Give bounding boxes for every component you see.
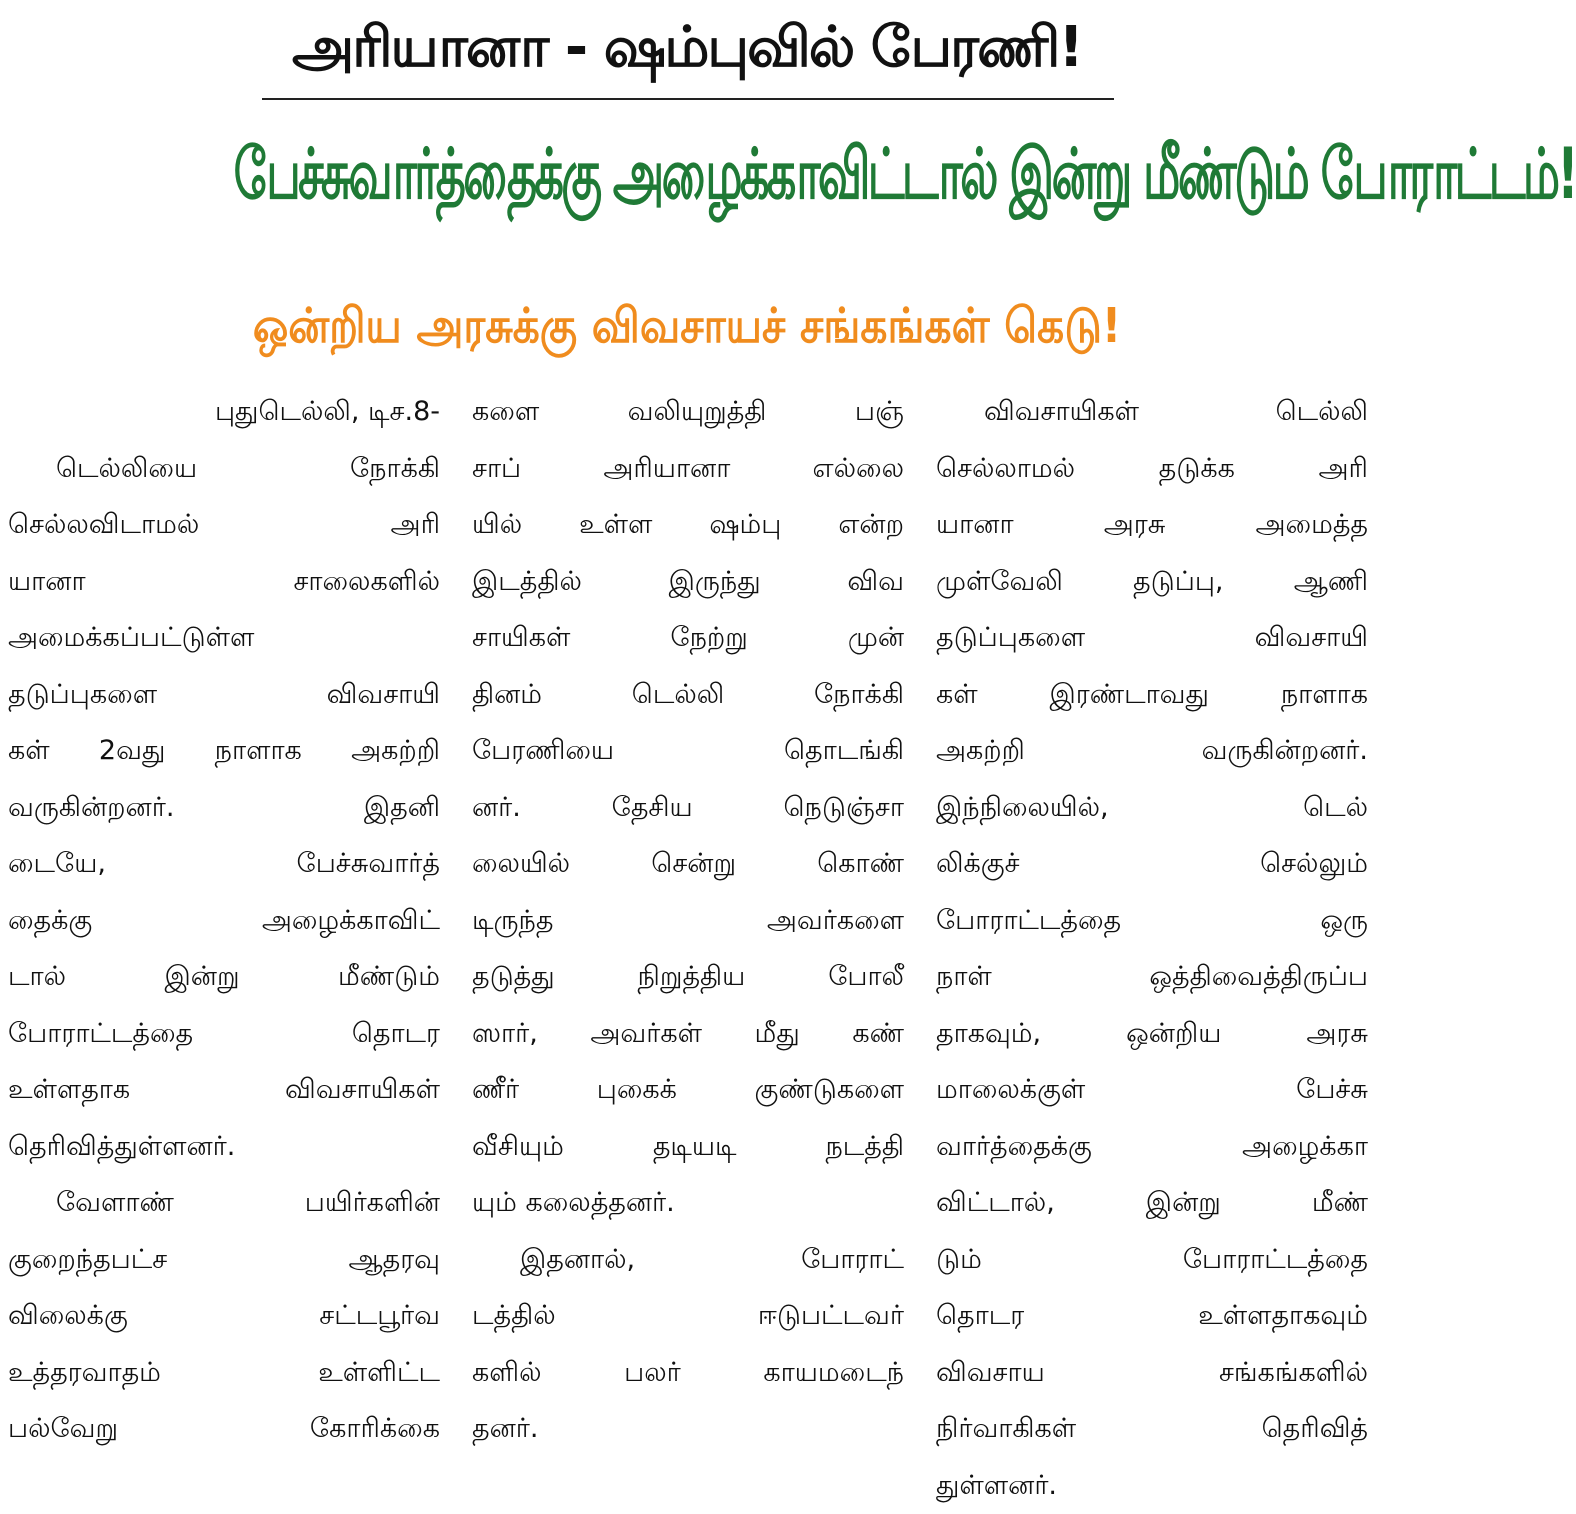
- body-line: யும் கலைத்தனர்.: [472, 1175, 904, 1232]
- body-line: தினம் டெல்லி நோக்கி: [472, 667, 904, 724]
- body-line: சாப் அரியானா எல்லை: [472, 441, 904, 498]
- body-column-1: [8, 384, 440, 1450]
- body-line: சாயிகள் நேற்று முன்: [472, 610, 904, 667]
- body-line: பேரணியை தொடங்கி: [472, 723, 904, 780]
- body-line: நாள் ஒத்திவைத்திருப்ப: [936, 949, 1368, 1006]
- body-line: உத்தரவாதம் உள்ளிட்ட: [8, 1345, 440, 1402]
- body-line: வேளாண் பயிர்களின்: [8, 1175, 440, 1232]
- body-line: இடத்தில் இருந்து விவ: [472, 554, 904, 611]
- body-line: டையே, பேச்சுவார்த்: [8, 836, 440, 893]
- body-line: டத்தில் ஈடுபட்டவர்: [472, 1288, 904, 1345]
- body-line: செல்லவிடாமல் அரி: [8, 497, 440, 554]
- body-line: விட்டால், இன்று மீண்: [936, 1175, 1368, 1232]
- body-line: தடுப்புகளை விவசாயி: [8, 667, 440, 724]
- body-line: போராட்டத்தை ஒரு: [936, 893, 1368, 950]
- body-line: இந்நிலையில், டெல்: [936, 780, 1368, 837]
- body-line: யில் உள்ள ஷம்பு என்ற: [472, 497, 904, 554]
- body-line: யானா சாலைகளில்: [8, 554, 440, 611]
- body-line: கள் இரண்டாவது நாளாக: [936, 667, 1368, 724]
- body-line: தடுப்புகளை விவசாயி: [936, 610, 1368, 667]
- body-line: களில் பலர் காயமடைந்: [472, 1345, 904, 1402]
- body-line: பல்வேறு கோரிக்கை: [8, 1401, 440, 1458]
- body-line: டும் போராட்டத்தை: [936, 1232, 1368, 1289]
- body-line: தொடர உள்ளதாகவும்: [936, 1288, 1368, 1345]
- body-line: விலைக்கு சட்டபூர்வ: [8, 1288, 440, 1345]
- body-line: தடுத்து நிறுத்திய போலீ: [472, 949, 904, 1006]
- body-line: டால் இன்று மீண்டும்: [8, 949, 440, 1006]
- body-line: டிருந்த அவர்களை: [472, 893, 904, 950]
- body-line: அமைக்கப்பட்டுள்ள: [8, 610, 440, 667]
- body-line: லிக்குச் செல்லும்: [936, 836, 1368, 893]
- body-line: கள் 2வது நாளாக அகற்றி: [8, 723, 440, 780]
- body-line: துள்ளனர்.: [936, 1458, 1368, 1514]
- body-line: குறைந்தபட்ச ஆதரவு: [8, 1232, 440, 1289]
- body-line: முள்வேலி தடுப்பு, ஆணி: [936, 554, 1368, 611]
- article-headline: பேச்சுவார்த்தைக்கு அழைக்காவிட்டால் இன்று மீண்டும் போராட்டம்!: [234, 112, 1141, 236]
- body-line: தாகவும், ஒன்றிய அரசு: [936, 1006, 1368, 1063]
- body-line: தெரிவித்துள்ளனர்.: [8, 1119, 440, 1176]
- kicker-underline: [262, 98, 1114, 100]
- article-subhead: ஒன்றிய அரசுக்கு விவசாயச் சங்கங்கள் கெடு!: [82, 290, 1291, 362]
- body-line: யானா அரசு அமைத்த: [936, 497, 1368, 554]
- body-line: உள்ளதாக விவசாயிகள்: [8, 1062, 440, 1119]
- body-line: விவசாய சங்கங்களில்: [936, 1345, 1368, 1402]
- body-line: வார்த்தைக்கு அழைக்கா: [936, 1119, 1368, 1176]
- body-line: நிர்வாகிகள் தெரிவித்: [936, 1401, 1368, 1458]
- body-line: விவசாயிகள் டெல்லி: [936, 384, 1368, 441]
- body-line: டெல்லியை நோக்கி: [8, 441, 440, 498]
- body-line: போராட்டத்தை தொடர: [8, 1006, 440, 1063]
- body-column-2: [472, 384, 904, 1450]
- body-line: மாலைக்குள் பேச்சு: [936, 1062, 1368, 1119]
- body-line: வீசியும் தடியடி நடத்தி: [472, 1119, 904, 1176]
- body-column-3: [936, 384, 1368, 1450]
- body-line: லையில் சென்று கொண்: [472, 836, 904, 893]
- body-line: களை வலியுறுத்தி பஞ்: [472, 384, 904, 441]
- body-line: னர். தேசிய நெடுஞ்சா: [472, 780, 904, 837]
- body-line: செல்லாமல் தடுக்க அரி: [936, 441, 1368, 498]
- body-line: தைக்கு அழைக்காவிட்: [8, 893, 440, 950]
- body-line: இதனால், போராட்: [472, 1232, 904, 1289]
- article-kicker: அரியானா - ஷம்புவில் பேரணி!: [0, 10, 1374, 86]
- dateline: புதுடெல்லி, டிச.8-: [8, 384, 440, 441]
- body-line: ஸார், அவர்கள் மீது கண்: [472, 1006, 904, 1063]
- body-line: அகற்றி வருகின்றனர்.: [936, 723, 1368, 780]
- body-line: தனர்.: [472, 1401, 904, 1458]
- body-line: ணீர் புகைக் குண்டுகளை: [472, 1062, 904, 1119]
- body-line: வருகின்றனர். இதனி: [8, 780, 440, 837]
